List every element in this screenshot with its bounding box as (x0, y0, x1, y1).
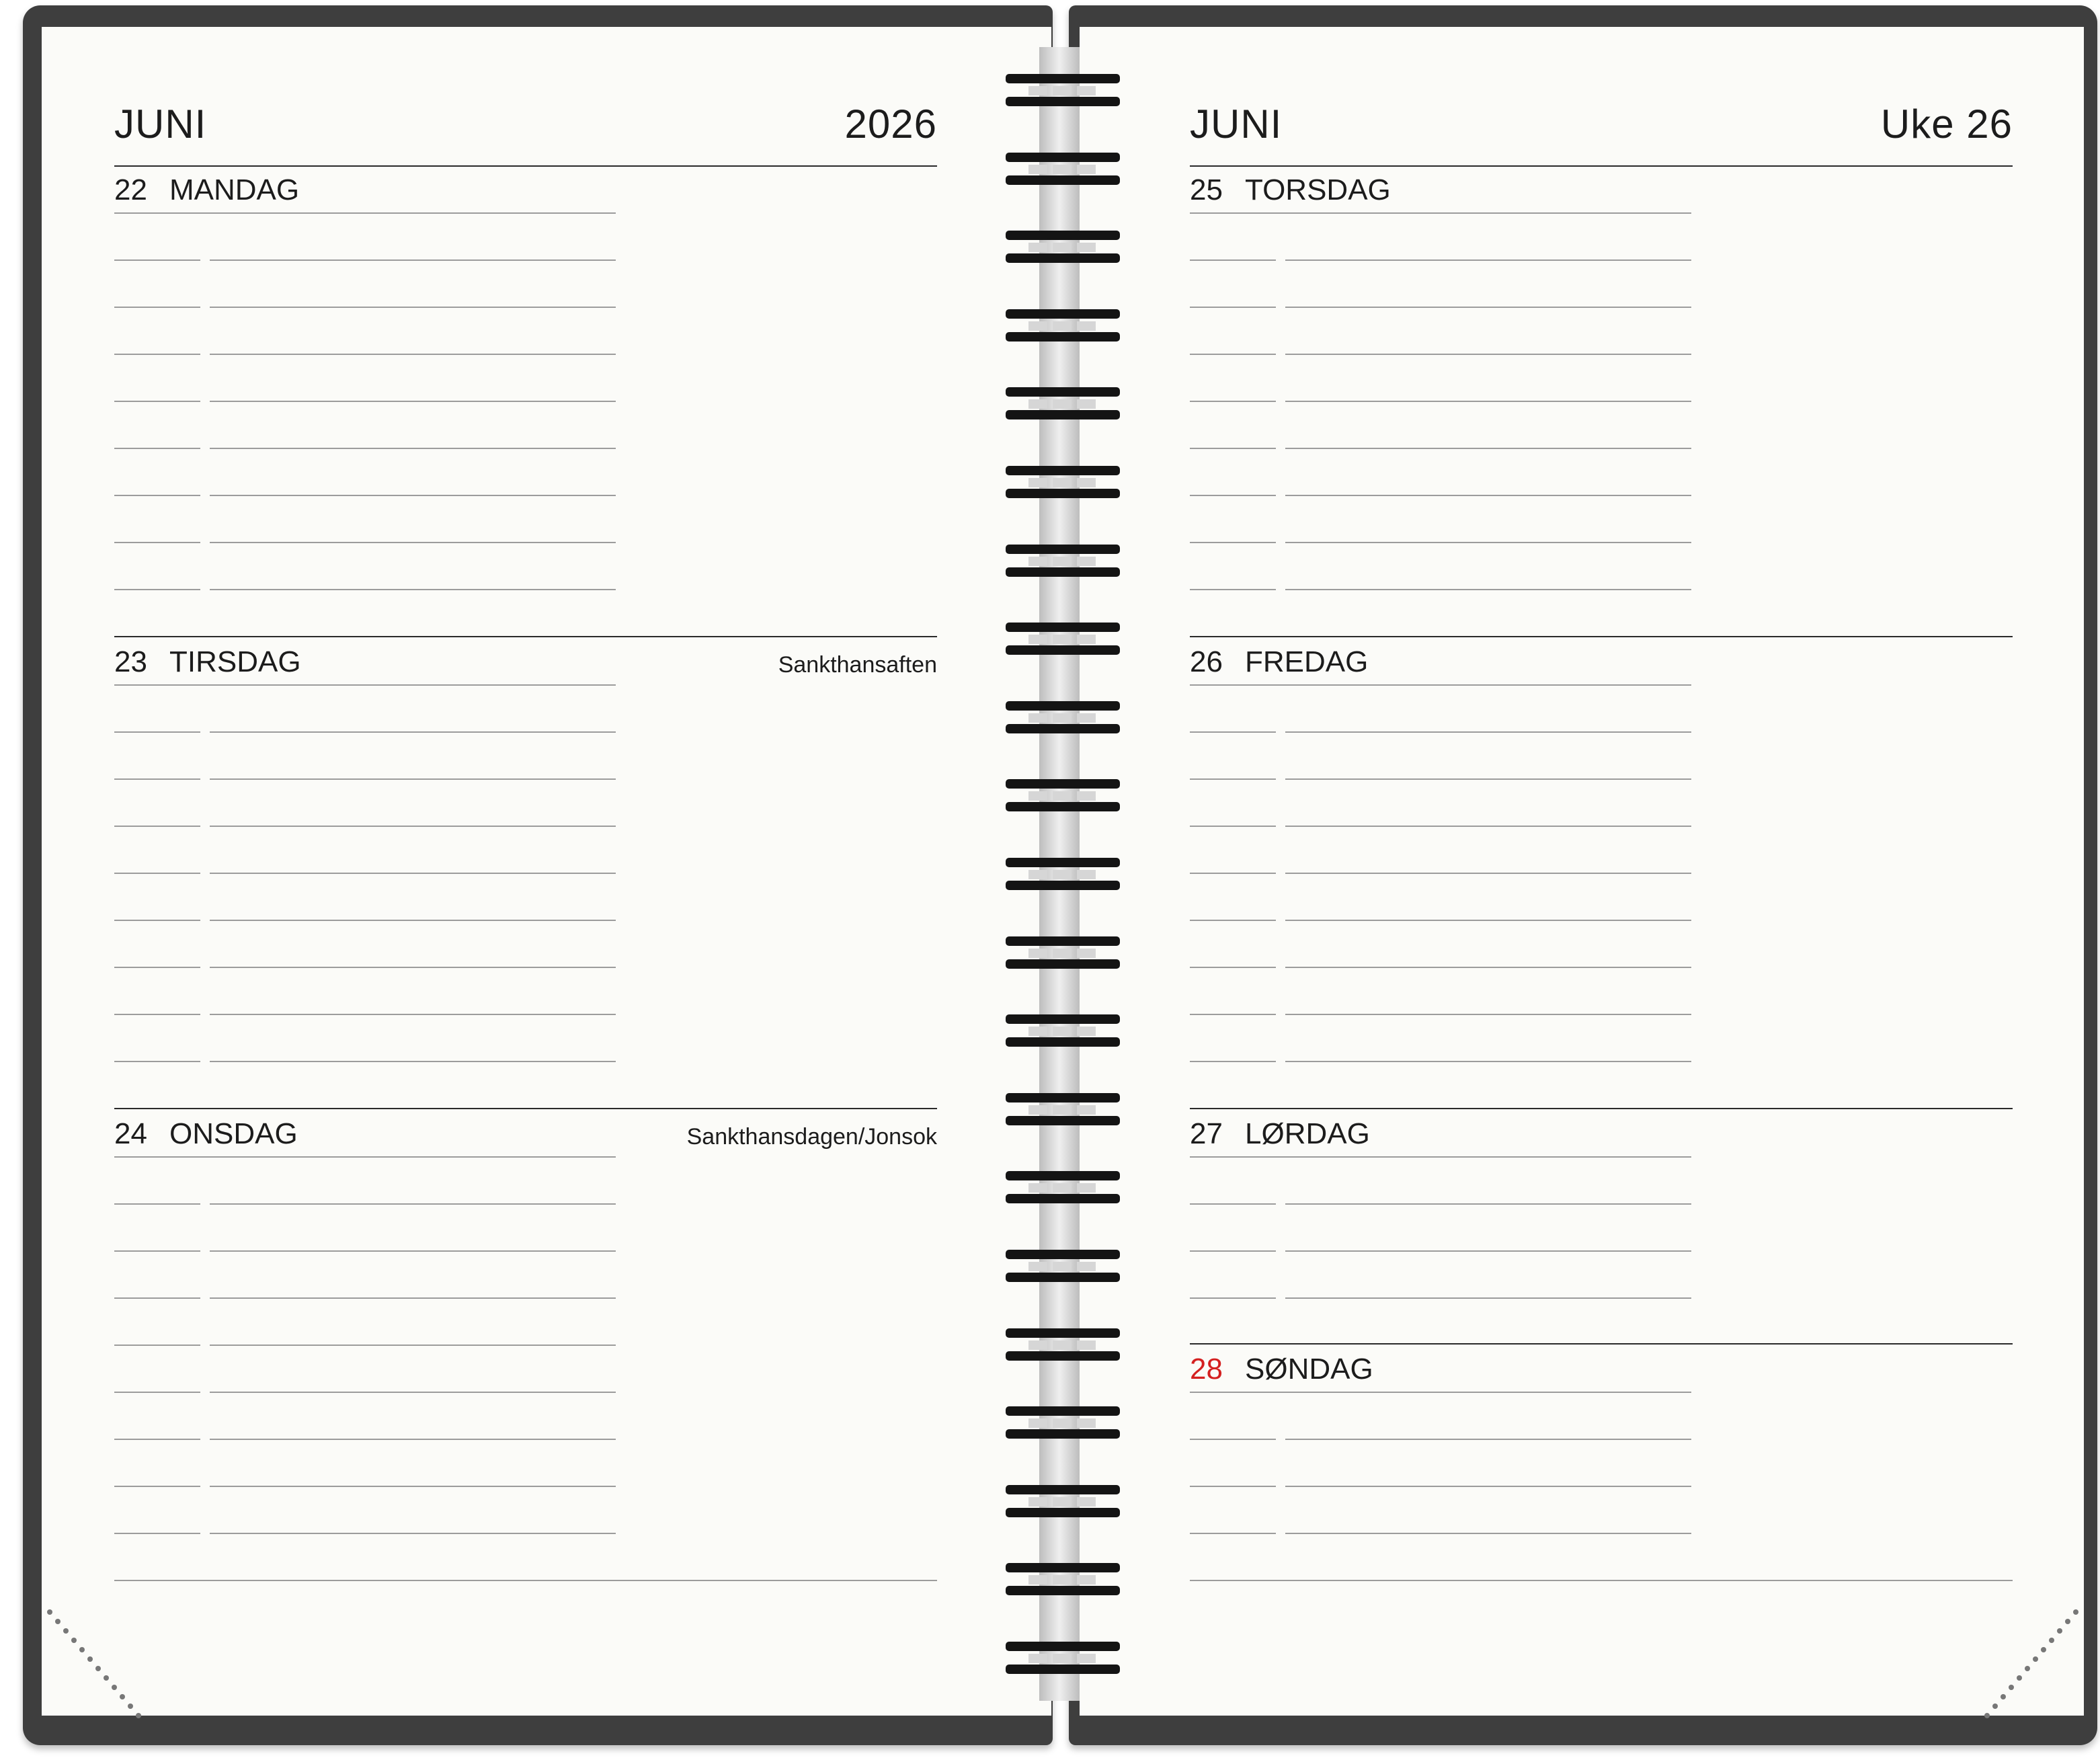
note-line (1285, 542, 1691, 543)
day-header-tuesday (114, 645, 301, 679)
day-number: 27 (1190, 1117, 1223, 1150)
time-line (114, 1250, 200, 1252)
note-line (210, 401, 616, 402)
day-number: 22 (114, 173, 147, 206)
time-line (114, 448, 200, 449)
right-page-header (1190, 101, 2013, 147)
time-line (1190, 1250, 1276, 1252)
spiral-ring (1006, 309, 1120, 343)
note-line (210, 826, 616, 827)
note-line (1285, 826, 1691, 827)
note-line (1285, 448, 1691, 449)
time-line (114, 1439, 200, 1440)
spiral-ring (1006, 231, 1120, 264)
spiral-ring (1006, 623, 1120, 656)
note-line (210, 448, 616, 449)
day-underline (114, 1156, 616, 1158)
note-line (1285, 307, 1691, 308)
note-line (210, 920, 616, 921)
month-label: JUNI (114, 102, 207, 147)
spiral-ring (1006, 1485, 1120, 1519)
spiral-ring (1006, 701, 1120, 735)
note-line (1285, 778, 1691, 780)
time-line (114, 1297, 200, 1299)
spiral-ring (1006, 1406, 1120, 1440)
spiral-ring (1006, 1642, 1120, 1675)
note-line (210, 354, 616, 355)
time-line (1190, 542, 1276, 543)
week-label: Uke 26 (1880, 102, 2013, 147)
day-underline (114, 212, 616, 214)
day-number: 23 (114, 645, 147, 678)
holiday-label: Sankthansaften (778, 652, 937, 678)
note-line (1285, 1486, 1691, 1487)
bottom-line (1190, 1580, 2013, 1581)
note-line (1285, 731, 1691, 733)
time-line (1190, 920, 1276, 921)
time-line (114, 920, 200, 921)
day-separator (114, 636, 937, 637)
note-line (1285, 920, 1691, 921)
note-line (1285, 1533, 1691, 1534)
time-line (114, 1486, 200, 1487)
corner-perforation-left (42, 1600, 156, 1721)
day-header-friday (1190, 645, 1368, 679)
note-line (1285, 1061, 1691, 1062)
note-line (210, 1297, 616, 1299)
left-page (42, 27, 1051, 1716)
note-line (210, 967, 616, 968)
time-line (1190, 307, 1276, 308)
time-line (1190, 873, 1276, 874)
spiral-ring (1006, 1563, 1120, 1597)
day-separator (1190, 636, 2013, 637)
day-header-wednesday (114, 1117, 298, 1151)
time-line (114, 826, 200, 827)
day-header-sunday (1190, 1353, 1373, 1386)
left-page-header (114, 101, 937, 147)
note-line (210, 1533, 616, 1534)
time-line (114, 1533, 200, 1534)
time-line (1190, 259, 1276, 261)
time-line (114, 967, 200, 968)
time-line (1190, 1297, 1276, 1299)
note-line (210, 873, 616, 874)
day-name: TIRSDAG (169, 645, 301, 678)
note-line (210, 731, 616, 733)
time-line (1190, 495, 1276, 496)
note-line (1285, 259, 1691, 261)
note-line (210, 1486, 616, 1487)
time-line (114, 1345, 200, 1346)
time-line (1190, 826, 1276, 827)
spiral-ring (1006, 1171, 1120, 1205)
time-line (114, 1014, 200, 1015)
day-underline (114, 684, 616, 686)
note-line (210, 778, 616, 780)
note-line (210, 542, 616, 543)
time-line (114, 1392, 200, 1393)
note-line (1285, 1203, 1691, 1205)
time-line (114, 401, 200, 402)
time-line (1190, 1439, 1276, 1440)
day-number: 28 (1190, 1353, 1223, 1386)
corner-perforation-right (1970, 1600, 2084, 1721)
day-underline (1190, 684, 1691, 686)
day-separator (1190, 1343, 2013, 1345)
note-line (1285, 1014, 1691, 1015)
day-number: 25 (1190, 173, 1223, 206)
note-line (1285, 967, 1691, 968)
note-line (210, 589, 616, 590)
time-line (1190, 1061, 1276, 1062)
spiral-ring (1006, 466, 1120, 499)
day-underline (1190, 212, 1691, 214)
note-line (210, 259, 616, 261)
spiral-ring (1006, 1328, 1120, 1362)
note-line (1285, 354, 1691, 355)
time-line (114, 307, 200, 308)
time-line (114, 731, 200, 733)
day-separator (1190, 1108, 2013, 1109)
spiral-ring (1006, 779, 1120, 813)
year-label: 2026 (844, 102, 937, 147)
spiral-ring (1006, 1093, 1120, 1127)
time-line (1190, 1486, 1276, 1487)
time-line (1190, 448, 1276, 449)
spiral-ring (1006, 387, 1120, 421)
time-line (114, 354, 200, 355)
header-rule (1190, 165, 2013, 167)
day-number: 24 (114, 1117, 147, 1150)
time-line (1190, 354, 1276, 355)
time-line (114, 778, 200, 780)
day-name: FREDAG (1245, 645, 1369, 678)
spiral-ring (1006, 153, 1120, 186)
day-name: ONSDAG (169, 1117, 298, 1150)
day-separator (114, 1108, 937, 1109)
time-line (1190, 967, 1276, 968)
day-name: MANDAG (169, 173, 300, 206)
time-line (114, 495, 200, 496)
note-line (210, 1203, 616, 1205)
time-line (114, 589, 200, 590)
note-line (210, 1345, 616, 1346)
bottom-line (114, 1580, 937, 1581)
time-line (1190, 401, 1276, 402)
note-line (1285, 1250, 1691, 1252)
time-line (1190, 589, 1276, 590)
day-underline (1190, 1156, 1691, 1158)
holiday-label: Sankthansdagen/Jonsok (686, 1124, 937, 1150)
note-line (1285, 401, 1691, 402)
day-header-monday (114, 173, 299, 207)
spiral-ring (1006, 545, 1120, 578)
note-line (1285, 495, 1691, 496)
time-line (114, 259, 200, 261)
note-line (210, 1439, 616, 1440)
time-line (114, 542, 200, 543)
note-line (1285, 1439, 1691, 1440)
month-label: JUNI (1190, 102, 1283, 147)
note-line (1285, 589, 1691, 590)
spiral-ring (1006, 858, 1120, 891)
time-line (1190, 731, 1276, 733)
note-line (1285, 1297, 1691, 1299)
day-underline (1190, 1392, 1691, 1393)
spiral-ring (1006, 936, 1120, 970)
spiral-ring (1006, 1014, 1120, 1048)
time-line (1190, 1203, 1276, 1205)
time-line (1190, 1533, 1276, 1534)
spiral-ring (1006, 74, 1120, 108)
day-header-thursday (1190, 173, 1391, 207)
time-line (114, 1061, 200, 1062)
day-header-saturday (1190, 1117, 1370, 1151)
time-line (1190, 1014, 1276, 1015)
time-line (1190, 778, 1276, 780)
time-line (114, 1203, 200, 1205)
note-line (210, 1250, 616, 1252)
day-name: LØRDAG (1245, 1117, 1370, 1150)
day-name: TORSDAG (1245, 173, 1391, 206)
spiral-ring (1006, 1250, 1120, 1283)
note-line (1285, 873, 1691, 874)
day-number: 26 (1190, 645, 1223, 678)
note-line (210, 1014, 616, 1015)
note-line (210, 1061, 616, 1062)
right-page (1080, 27, 2084, 1716)
time-line (114, 873, 200, 874)
header-rule (114, 165, 937, 167)
day-name: SØNDAG (1245, 1353, 1373, 1386)
note-line (210, 495, 616, 496)
note-line (210, 1392, 616, 1393)
note-line (210, 307, 616, 308)
